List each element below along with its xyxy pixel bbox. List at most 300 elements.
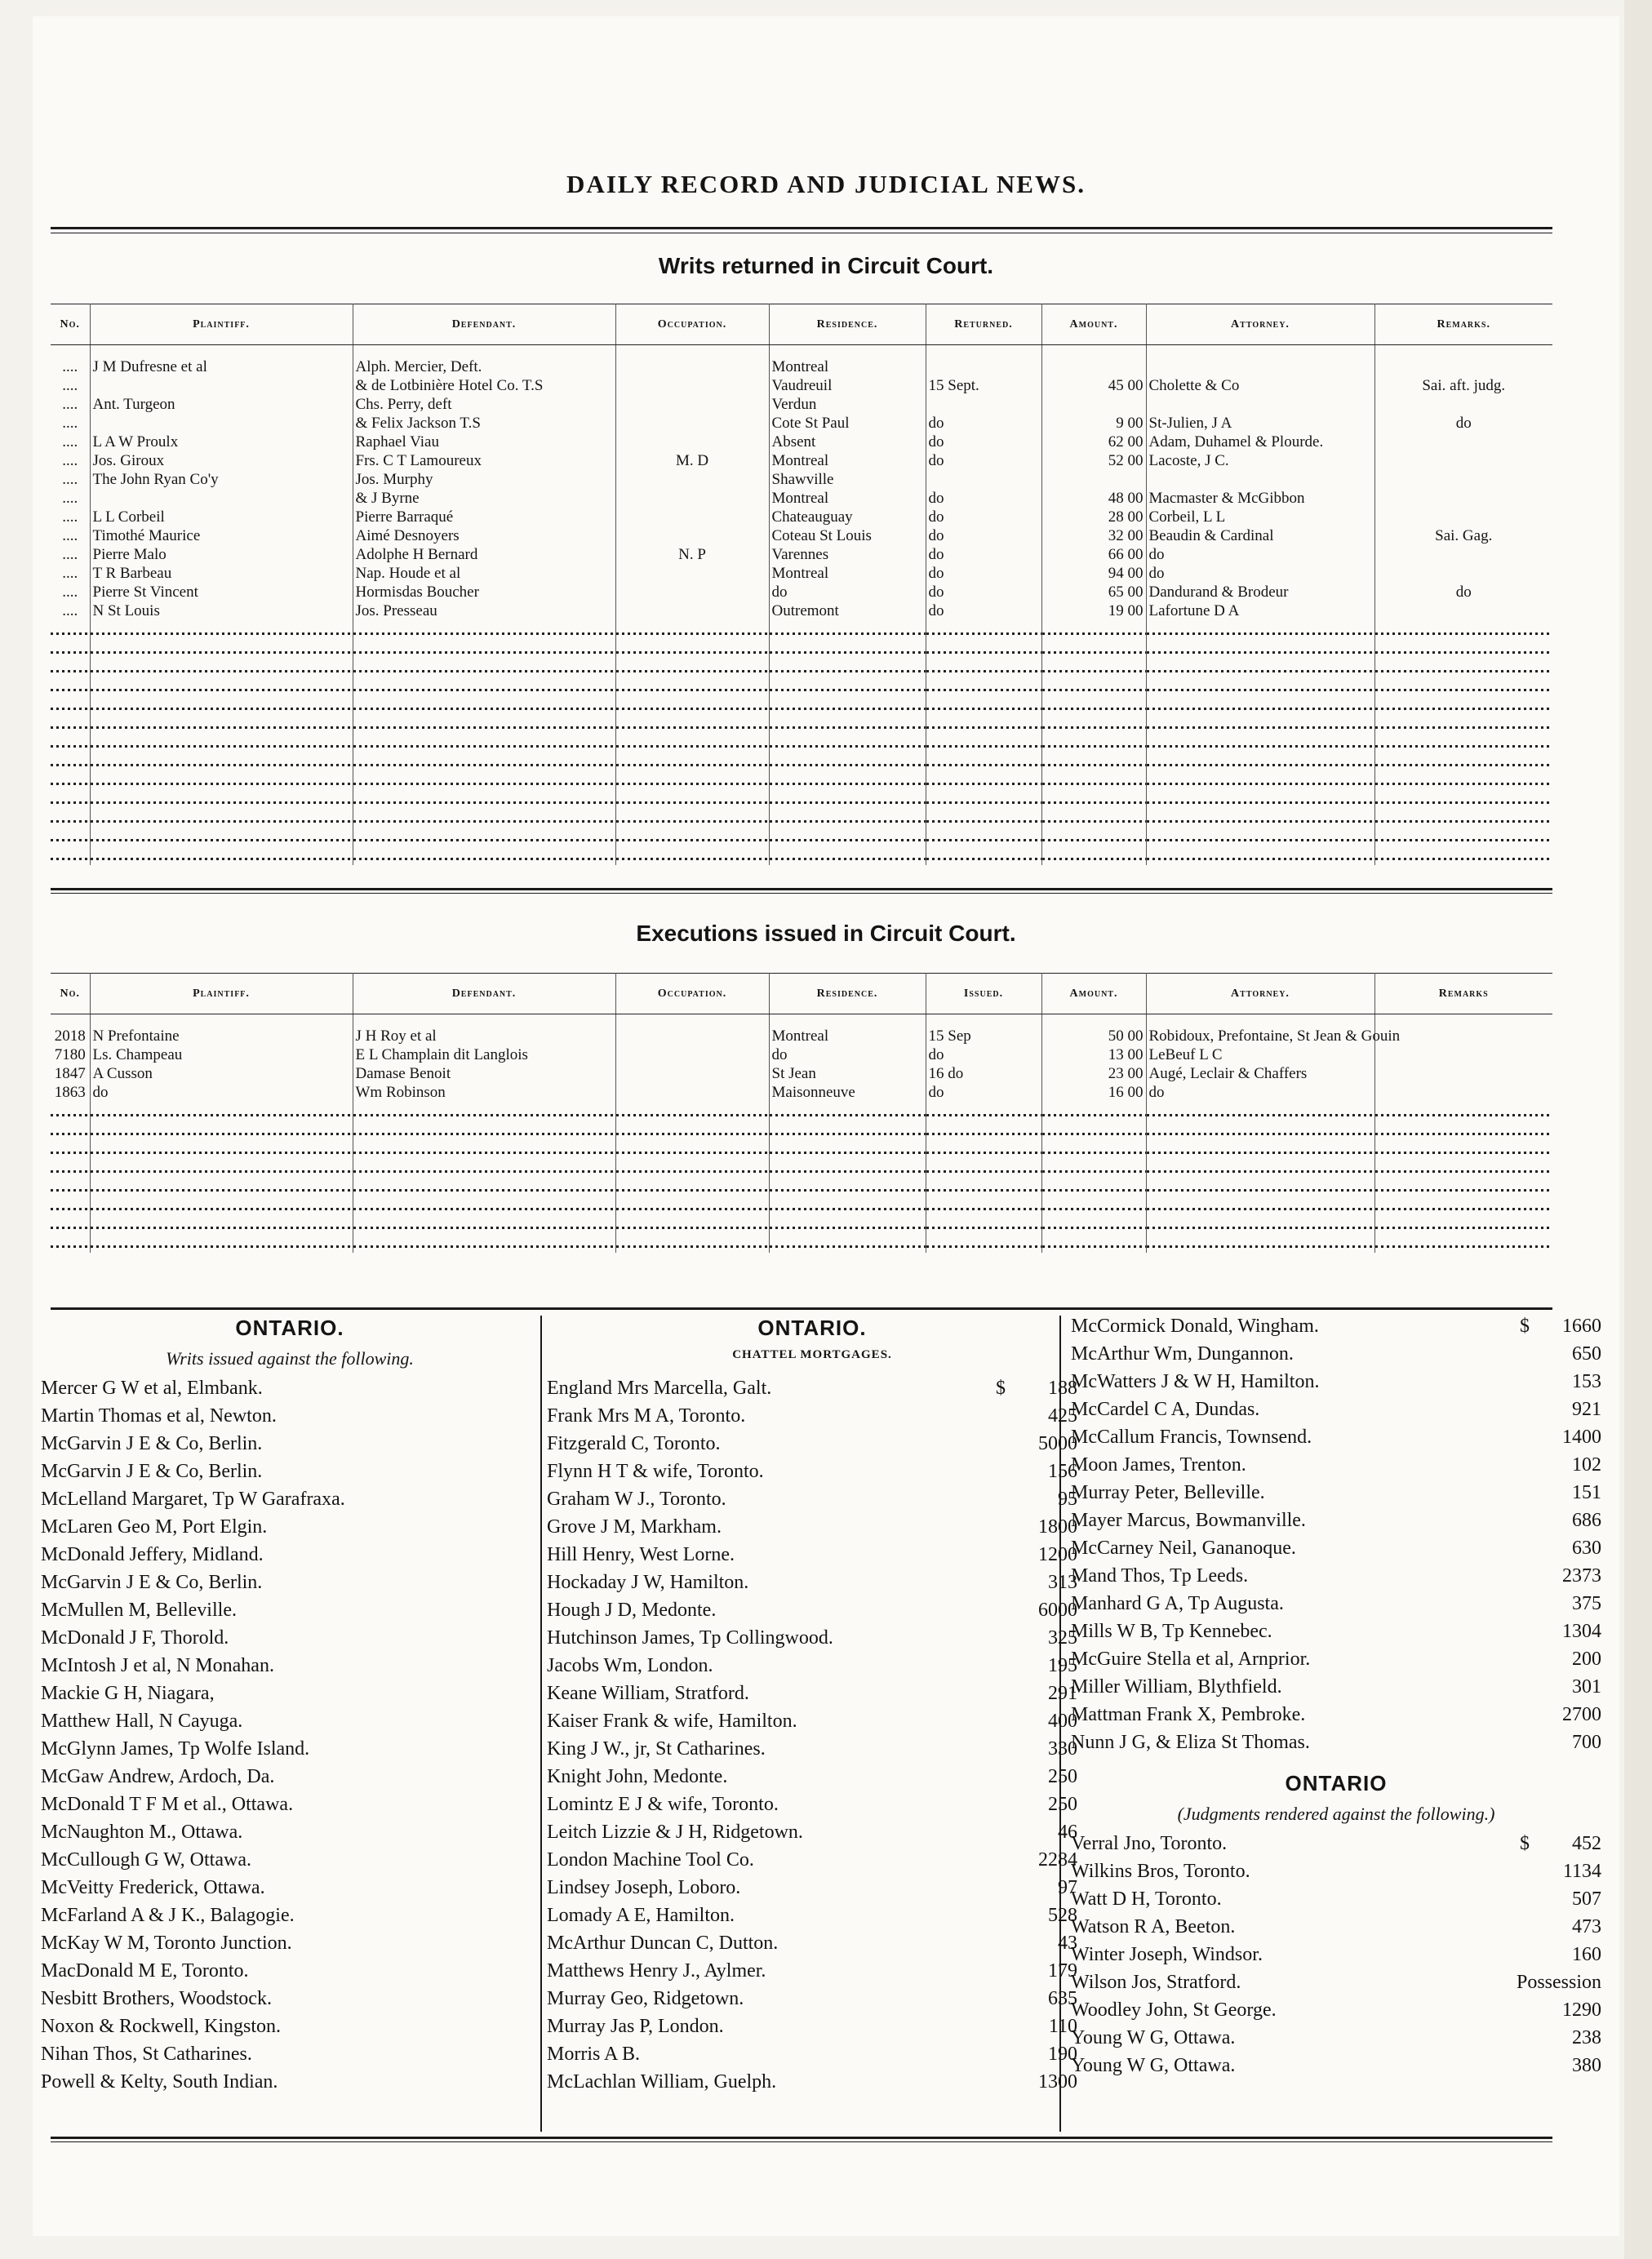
list-item [41, 2071, 539, 2099]
blank-cell [51, 640, 90, 659]
mortgage-entry-amount-group [1544, 1371, 1601, 1399]
mortgage-entry-amount-group [1544, 1510, 1601, 1538]
mortgage-entry-amount-group [1544, 1621, 1601, 1649]
executions-cell-remarks [1374, 1065, 1552, 1084]
blank-cell [1146, 828, 1374, 846]
writs-cell-residence: Outremont [769, 602, 926, 621]
blank-cell [926, 734, 1041, 752]
mortgage-entry-amount: 156 [1048, 1461, 1077, 1482]
mortgage-entry-amount: 700 [1572, 1732, 1601, 1753]
blank-cell [1041, 771, 1146, 790]
writs-cell-no: .... [51, 377, 90, 396]
writs-cell-amount [1041, 396, 1146, 415]
writs-cell-amount: 52 00 [1041, 452, 1146, 471]
mortgage-entry-amount: 325 [1048, 1627, 1077, 1649]
spacer-cell [769, 1014, 926, 1027]
blank-cell [51, 809, 90, 828]
judgment-entry-name: Watt D H, Toronto. [1071, 1888, 1222, 1910]
judgment-entry-amount-group [1544, 2027, 1601, 2055]
ontario-writs-entry: McGaw Andrew, Ardoch, Da. [41, 1766, 275, 1787]
executions-cell-attorney: Augé, Leclair & Chaffers [1146, 1065, 1374, 1084]
ontario-writs-entry: McGarvin J E & Co, Berlin. [41, 1572, 263, 1593]
blank-cell [1146, 1121, 1374, 1140]
mortgage-entry-amount-group [1020, 1655, 1077, 1683]
writs-cell-residence: do [769, 584, 926, 602]
writs-cell-date: do [926, 527, 1041, 546]
list-item [41, 1877, 539, 1905]
blank-cell [1146, 715, 1374, 734]
blank-cell [90, 659, 353, 677]
writs-cell-no: .... [51, 602, 90, 621]
blank-cell [615, 621, 769, 640]
list-item [1071, 1916, 1601, 1944]
executions-table [51, 973, 1552, 1253]
mortgage-entry-amount: 528 [1048, 1905, 1077, 1926]
mortgage-entry-amount: 2373 [1562, 1565, 1601, 1587]
blank-cell [1041, 1140, 1146, 1159]
mortgage-entry-name: McArthur Wm, Dungannon. [1071, 1343, 1294, 1365]
writs-cell-date [926, 358, 1041, 377]
list-item [41, 1655, 539, 1683]
list-item [41, 1683, 539, 1711]
blank-cell [353, 1178, 615, 1196]
writs-cell-amount: 28 00 [1041, 508, 1146, 527]
blank-cell [926, 1215, 1041, 1234]
writs-cell-defendant: Nap. Houde et al [353, 565, 615, 584]
mortgage-entry-amount: 400 [1048, 1711, 1077, 1732]
writs-cell-date [926, 471, 1041, 490]
blank-cell [353, 715, 615, 734]
blank-cell [353, 1215, 615, 1234]
executions-header-occupation: Occupation. [615, 974, 769, 1014]
writs-cell-remarks: Sai. aft. judg. [1422, 377, 1506, 394]
writs-table [51, 304, 1552, 865]
mortgage-entry-amount: 151 [1572, 1482, 1601, 1503]
mortgage-entry-amount-group [1020, 2071, 1077, 2099]
mortgage-entry-name: McCallum Francis, Townsend. [1071, 1427, 1312, 1448]
writs-cell-residence: Montreal [769, 565, 926, 584]
writs-cell-date: do [926, 602, 1041, 621]
writs-cell-defendant: Adolphe H Bernard [353, 546, 615, 565]
blank-cell [1146, 771, 1374, 790]
list-item [1071, 1676, 1601, 1704]
list-item [1071, 1888, 1601, 1916]
executions-cell-amount: 16 00 [1041, 1084, 1146, 1103]
writs-cell-amount [1041, 358, 1146, 377]
blank-cell [353, 696, 615, 715]
blank-cell [615, 1234, 769, 1253]
blank-cell [1374, 696, 1552, 715]
mortgage-entry-amount: 1304 [1562, 1621, 1601, 1642]
list-item [1071, 1371, 1601, 1399]
executions-cell-plaintiff: Ls. Champeau [90, 1046, 353, 1065]
writs-cell-date: do [926, 546, 1041, 565]
blank-cell [1374, 715, 1552, 734]
ontario-writs-entry: Mackie G H, Niagara, [41, 1683, 215, 1704]
list-item [547, 1461, 1077, 1489]
mortgage-entry-amount: 6000 [1038, 1600, 1077, 1621]
writs-cell-remarks [1374, 471, 1552, 490]
writs-cell-plaintiff: Pierre Malo [90, 546, 353, 565]
blank-cell [1146, 1234, 1374, 1253]
writs-header-plaintiff: Plaintiff. [90, 304, 353, 345]
table-row [51, 508, 1552, 527]
page-bottom-rule-thin [51, 2141, 1552, 2142]
writs-header-no: No. [51, 304, 90, 345]
executions-cell-amount: 50 00 [1041, 1027, 1146, 1046]
blank-cell [90, 809, 353, 828]
writs-cell-no: .... [51, 396, 90, 415]
writs-cell-plaintiff: Pierre St Vincent [90, 584, 353, 602]
writs-cell-defendant: Aimé Desnoyers [353, 527, 615, 546]
blank-cell [1374, 677, 1552, 696]
writs-cell-remarks: do [1455, 584, 1472, 601]
blank-cell [353, 677, 615, 696]
mortgage-entry-amount: 1300 [1038, 2071, 1077, 2093]
ontario-writs-entry: Powell & Kelty, South Indian. [41, 2071, 278, 2093]
mortgage-entry-amount-group [1020, 1461, 1077, 1489]
blank-cell [1146, 1215, 1374, 1234]
blank-cell [1041, 1215, 1146, 1234]
writs-cell-attorney: St-Julien, J A [1146, 415, 1374, 433]
blank-cell [615, 1159, 769, 1178]
blank-cell [90, 696, 353, 715]
writs-cell-plaintiff [90, 490, 353, 508]
executions-header-residence: Residence. [769, 974, 926, 1014]
blank-cell [90, 752, 353, 771]
blank-cell [51, 771, 90, 790]
ontario-writs-subheading: Writs issued against the following. [166, 1348, 414, 1369]
list-item [41, 2016, 539, 2044]
executions-cell-no: 7180 [51, 1046, 90, 1065]
blank-cell [51, 715, 90, 734]
list-item [1071, 1510, 1601, 1538]
judgment-entry-amount-group [1544, 1888, 1601, 1916]
mortgage-entry-name: Nunn J G, & Eliza St Thomas. [1071, 1732, 1310, 1753]
blank-cell [51, 1215, 90, 1234]
writs-cell-remarks [1374, 358, 1552, 377]
mortgage-entry-name: McCardel C A, Dundas. [1071, 1399, 1260, 1420]
table-row [51, 527, 1552, 546]
table-row [51, 602, 1552, 621]
table-row [51, 452, 1552, 471]
list-item [547, 1849, 1077, 1877]
blank-cell [1146, 790, 1374, 809]
table-row [51, 565, 1552, 584]
mortgage-entry-name: Moon James, Trenton. [1071, 1454, 1246, 1476]
mortgage-entry-name: McLachlan William, Guelph. [547, 2071, 777, 2093]
blank-cell [1041, 640, 1146, 659]
mortgage-entry-name: King J W., jr, St Catharines. [547, 1738, 766, 1760]
writs-cell-attorney: Cholette & Co [1146, 377, 1374, 396]
blank-cell [769, 677, 926, 696]
ontario-writs-entry: Mercer G W et al, Elmbank. [41, 1378, 263, 1399]
blank-cell [1374, 1196, 1552, 1215]
judgment-entry-amount: 452 [1572, 1833, 1601, 1854]
blank-table-row [51, 1215, 1552, 1234]
executions-cell-residence: St Jean [769, 1065, 926, 1084]
mortgage-entry-amount-group [1020, 1849, 1077, 1877]
mortgage-entry-name: Keane William, Stratford. [547, 1683, 749, 1704]
blank-cell [615, 696, 769, 715]
executions-cell-remarks [1374, 1084, 1552, 1103]
writs-cell-no: .... [51, 527, 90, 546]
mortgage-entry-amount-group [1020, 1516, 1077, 1544]
mortgage-entry-amount: 188 [1048, 1378, 1077, 1399]
writs-cell-residence: Montreal [769, 358, 926, 377]
writs-cell-defendant: & Felix Jackson T.S [353, 415, 615, 433]
executions-cell-attorney: do [1146, 1084, 1374, 1103]
mortgage-entry-name: Mattman Frank X, Pembroke. [1071, 1704, 1306, 1725]
mortgage-entry-name: England Mrs Marcella, Galt. [547, 1378, 772, 1399]
list-item [547, 1489, 1077, 1516]
blank-cell [926, 846, 1041, 865]
blank-cell [1374, 752, 1552, 771]
mortgage-entry-amount-group [1020, 1600, 1077, 1627]
mortgage-entry-amount: 179 [1048, 1960, 1077, 1982]
list-item [1071, 1944, 1601, 1972]
table-row [51, 415, 1552, 433]
list-item [1071, 1999, 1601, 2027]
executions-header-attorney: Attorney. [1146, 974, 1374, 1014]
mortgage-entry-amount-group [1520, 1316, 1601, 1343]
ontario-mortgages-list [547, 1378, 1077, 2099]
list-item [1071, 1861, 1601, 1888]
blank-cell [615, 715, 769, 734]
table-row [51, 471, 1552, 490]
list-item [1071, 1482, 1601, 1510]
blank-cell [1041, 659, 1146, 677]
table-row [51, 377, 1552, 396]
ontario-writs-entry: Matthew Hall, N Cayuga. [41, 1711, 243, 1732]
mortgage-entry-amount: 153 [1572, 1371, 1601, 1392]
mortgage-entry-amount: 650 [1572, 1343, 1601, 1365]
writs-cell-amount: 45 00 [1041, 377, 1146, 396]
writs-cell-attorney: do [1146, 546, 1374, 565]
writs-cell-defendant: Frs. C T Lamoureux [353, 452, 615, 471]
blank-cell [90, 771, 353, 790]
blank-cell [769, 1215, 926, 1234]
mortgage-entry-amount: 291 [1048, 1683, 1077, 1704]
blank-cell [926, 1159, 1041, 1178]
blank-cell [90, 1215, 353, 1234]
mortgage-entry-amount: 43 [1058, 1933, 1077, 1954]
writs-cell-occupation [615, 377, 769, 396]
writs-cell-amount [1041, 471, 1146, 490]
mortgage-entry-name: Flynn H T & wife, Toronto. [547, 1461, 764, 1482]
mortgage-entry-name: Lindsey Joseph, Loboro. [547, 1877, 741, 1898]
list-item [41, 1738, 539, 1766]
blank-cell [90, 1159, 353, 1178]
mortgage-entry-name: Jacobs Wm, London. [547, 1655, 713, 1676]
blank-cell [769, 1178, 926, 1196]
judgment-entry-name: Young W G, Ottawa. [1071, 2055, 1236, 2076]
writs-cell-occupation: M. D [615, 452, 769, 471]
blank-cell [353, 828, 615, 846]
ontario-columns [41, 1316, 1601, 2132]
blank-cell [1041, 1103, 1146, 1121]
ontario-writs-entry: McDonald Jeffery, Midland. [41, 1544, 264, 1565]
mortgage-entry-amount-group [1020, 1905, 1077, 1933]
spacer-cell [353, 1014, 615, 1027]
mortgage-entry-amount-group [1020, 2044, 1077, 2071]
list-item [41, 1933, 539, 1960]
mortgage-entry-amount-group [1020, 1738, 1077, 1766]
blank-table-row [51, 659, 1552, 677]
mortgage-entry-amount: 1200 [1038, 1544, 1077, 1565]
mortgage-entry-name: Murray Jas P, London. [547, 2016, 724, 2037]
blank-cell [615, 1140, 769, 1159]
blank-cell [353, 1234, 615, 1253]
list-item [41, 1572, 539, 1600]
list-item [547, 1766, 1077, 1794]
writs-cell-plaintiff: L L Corbeil [90, 508, 353, 527]
writs-cell-remarks [1374, 433, 1552, 452]
blank-cell [1374, 659, 1552, 677]
writs-cell-no: .... [51, 508, 90, 527]
writs-header-remarks: Remarks. [1374, 304, 1552, 345]
blank-cell [615, 846, 769, 865]
blank-cell [769, 621, 926, 640]
list-item [41, 1711, 539, 1738]
blank-cell [926, 640, 1041, 659]
currency-symbol: $ [1520, 1833, 1530, 1854]
blank-cell [615, 771, 769, 790]
list-item [41, 1905, 539, 1933]
judgment-entry-amount: 1290 [1562, 1999, 1601, 2021]
list-item [1071, 1343, 1601, 1371]
ontario-writs-entry: McKay W M, Toronto Junction. [41, 1933, 292, 1954]
writs-cell-remarks: Sai. Gag. [1435, 527, 1493, 544]
blank-cell [1041, 696, 1146, 715]
list-item [1071, 1316, 1601, 1343]
writs-cell-occupation: N. P [615, 546, 769, 565]
list-item [547, 2016, 1077, 2044]
blank-cell [1041, 1159, 1146, 1178]
spacer-cell [90, 345, 353, 358]
blank-cell [1374, 621, 1552, 640]
judgment-entry-amount-group [1517, 1972, 1601, 1999]
writs-cell-residence: Shawville [769, 471, 926, 490]
writs-cell-plaintiff: The John Ryan Co'y [90, 471, 353, 490]
judgment-entry-amount: 160 [1572, 1944, 1601, 1965]
writs-cell-amount: 62 00 [1041, 433, 1146, 452]
writs-cell-defendant: Alph. Mercier, Deft. [353, 358, 615, 377]
spacer-cell [926, 1014, 1041, 1027]
blank-cell [51, 752, 90, 771]
executions-cell-occupation [615, 1065, 769, 1084]
list-item [547, 1988, 1077, 2016]
blank-cell [1146, 621, 1374, 640]
ontario-judgments-heading: ONTARIO [1285, 1771, 1388, 1795]
mortgage-entry-amount-group [1020, 1988, 1077, 2016]
writs-cell-attorney: Lafortune D A [1146, 602, 1374, 621]
list-item [547, 1711, 1077, 1738]
mortgage-entry-amount-group [1020, 1766, 1077, 1794]
list-item [1071, 1833, 1601, 1861]
currency-symbol: $ [1520, 1316, 1530, 1337]
blank-cell [1374, 1215, 1552, 1234]
blank-cell [1146, 809, 1374, 828]
blank-cell [1146, 659, 1374, 677]
blank-cell [1374, 1159, 1552, 1178]
mortgage-entry-name: Grove J M, Markham. [547, 1516, 722, 1538]
blank-table-row [51, 1159, 1552, 1178]
writs-cell-attorney [1146, 396, 1374, 415]
writs-cell-remarks [1374, 396, 1552, 415]
spacer-cell [615, 345, 769, 358]
mortgage-entry-amount-group [1020, 1544, 1077, 1572]
writs-title: Writs returned in Circuit Court. [658, 253, 994, 278]
writs-cell-residence: Coteau St Louis [769, 527, 926, 546]
blank-cell [1041, 734, 1146, 752]
blank-table-row [51, 677, 1552, 696]
blank-cell [926, 752, 1041, 771]
list-item [547, 1544, 1077, 1572]
spacer-cell [1374, 1014, 1552, 1027]
executions-header-amount: Amount. [1041, 974, 1146, 1014]
spacer-cell [1041, 345, 1146, 358]
executions-title: Executions issued in Circuit Court. [636, 921, 1016, 946]
spacer-cell [1041, 1014, 1146, 1027]
mortgage-entry-amount-group [1020, 1627, 1077, 1655]
list-item [547, 2044, 1077, 2071]
blank-cell [769, 1121, 926, 1140]
writs-cell-remarks [1374, 546, 1552, 565]
writs-header-residence: Residence. [769, 304, 926, 345]
blank-cell [353, 1140, 615, 1159]
executions-cell-defendant: Wm Robinson [353, 1084, 615, 1103]
executions-cell-amount: 13 00 [1041, 1046, 1146, 1065]
blank-cell [926, 621, 1041, 640]
ontario-writs-heading: ONTARIO. [235, 1316, 344, 1340]
mortgage-entry-name: Matthews Henry J., Aylmer. [547, 1960, 766, 1982]
blank-cell [1374, 1140, 1552, 1159]
executions-cell-residence: Montreal [769, 1027, 926, 1046]
blank-table-row [51, 771, 1552, 790]
list-item [1071, 1972, 1601, 1999]
blank-cell [90, 790, 353, 809]
spacer-cell [90, 1014, 353, 1027]
ontario-writs-entry: McDonald J F, Thorold. [41, 1627, 229, 1649]
list-item [41, 1960, 539, 1988]
blank-cell [51, 846, 90, 865]
executions-header-no: No. [51, 974, 90, 1014]
ontario-writs-entry: Noxon & Rockwell, Kingston. [41, 2016, 281, 2037]
spacer-cell [1146, 345, 1374, 358]
blank-table-row [51, 640, 1552, 659]
writs-cell-residence: Vaudreuil [769, 377, 926, 396]
blank-table-row [51, 715, 1552, 734]
mortgage-entry-amount: 686 [1572, 1510, 1601, 1531]
writs-cell-remarks [1374, 565, 1552, 584]
writs-cell-attorney: Lacoste, J C. [1146, 452, 1374, 471]
mortgage-entry-amount-group [1544, 1593, 1601, 1621]
mortgage-entry-amount-group [1020, 1933, 1077, 1960]
mortgage-entry-amount: 301 [1572, 1676, 1601, 1698]
blank-cell [1374, 1234, 1552, 1253]
blank-cell [1146, 752, 1374, 771]
writs-cell-residence: Absent [769, 433, 926, 452]
blank-cell [51, 1159, 90, 1178]
list-item [1071, 1538, 1601, 1565]
blank-cell [769, 809, 926, 828]
writs-cell-plaintiff [90, 415, 353, 433]
page-bottom-rule [51, 2137, 1552, 2139]
mortgage-entry-amount: 97 [1058, 1877, 1077, 1898]
writs-cell-no: .... [51, 415, 90, 433]
mortgage-entry-amount-group [1020, 1405, 1077, 1433]
